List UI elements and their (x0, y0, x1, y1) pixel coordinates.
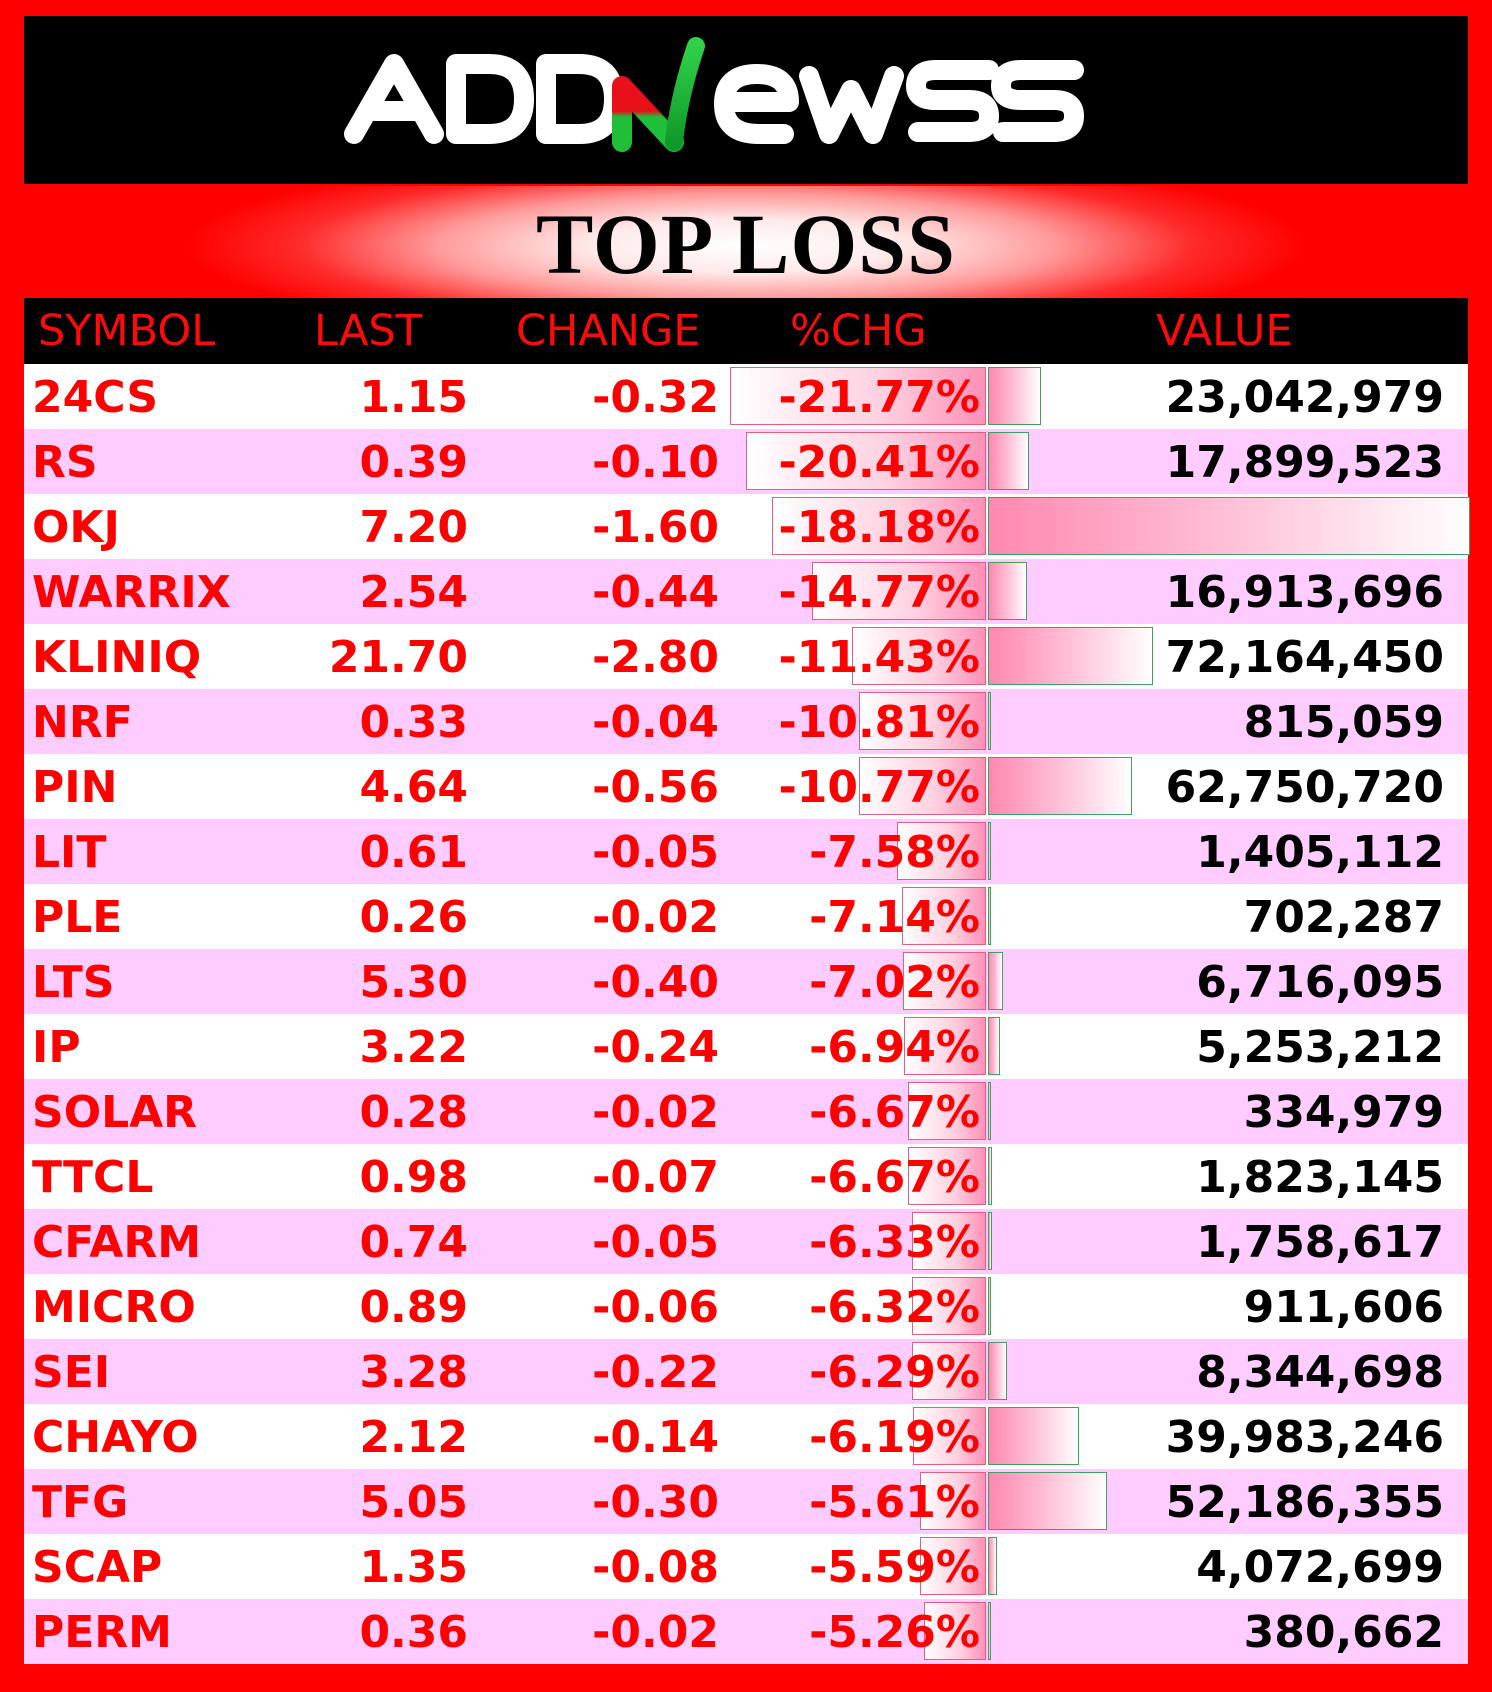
table-row (24, 819, 1468, 884)
value-bar (988, 1472, 1107, 1530)
symbol-cell: TTCL (32, 1152, 154, 1203)
page-title: TOP LOSS (536, 196, 956, 292)
pct-cell: -7.14% (809, 892, 980, 943)
top-loss-table (24, 298, 1468, 1664)
value-bar (988, 692, 991, 750)
symbol-cell: NRF (32, 697, 133, 748)
symbol-cell: PERM (32, 1607, 172, 1658)
symbol-cell: LIT (32, 827, 107, 878)
addnewss-logo (24, 16, 1468, 184)
value-cell: 6,716,095 (1196, 957, 1444, 1008)
change-cell: -0.02 (592, 892, 719, 943)
table-row (24, 1274, 1468, 1339)
change-cell: -0.02 (592, 1087, 719, 1138)
table-row (24, 884, 1468, 949)
last-cell: 5.30 (359, 957, 468, 1008)
last-cell: 21.70 (328, 632, 468, 683)
table-row (24, 1534, 1468, 1599)
last-cell: 0.33 (359, 697, 468, 748)
change-cell: -0.05 (592, 827, 719, 878)
value-cell: 8,344,698 (1196, 1347, 1444, 1398)
title-band (0, 186, 1492, 298)
value-bar (988, 1277, 991, 1335)
value-cell: 1,823,145 (1196, 1152, 1444, 1203)
last-cell: 2.12 (359, 1412, 468, 1463)
table-row (24, 1469, 1468, 1534)
table-body (24, 364, 1468, 1664)
table-row (24, 1339, 1468, 1404)
value-bar (988, 1342, 1007, 1400)
symbol-cell: WARRIX (32, 567, 231, 618)
value-cell: 815,059 (1243, 697, 1444, 748)
change-cell: -0.56 (592, 762, 719, 813)
last-cell: 0.74 (359, 1217, 468, 1268)
table-row (24, 1014, 1468, 1079)
pct-cell: -14.77% (778, 567, 980, 618)
pct-cell: -7.58% (809, 827, 980, 878)
value-cell: 39,983,246 (1165, 1412, 1444, 1463)
last-cell: 0.39 (359, 437, 468, 488)
header-value: VALUE (1156, 306, 1293, 356)
last-cell: 3.28 (359, 1347, 468, 1398)
last-cell: 1.15 (359, 372, 468, 423)
symbol-cell: PLE (32, 892, 123, 943)
last-cell: 3.22 (359, 1022, 468, 1073)
table-row (24, 559, 1468, 624)
value-bar (988, 1602, 991, 1660)
table-row (24, 1404, 1468, 1469)
symbol-cell: SOLAR (32, 1087, 198, 1138)
last-cell: 0.26 (359, 892, 468, 943)
value-cell: 1,758,617 (1196, 1217, 1444, 1268)
symbol-cell: KLINIQ (32, 632, 202, 683)
change-cell: -0.08 (592, 1542, 719, 1593)
pct-cell: -5.61% (809, 1477, 980, 1528)
last-cell: 1.35 (359, 1542, 468, 1593)
last-cell: 7.20 (359, 502, 468, 553)
table-row (24, 364, 1468, 429)
symbol-cell: CFARM (32, 1217, 202, 1268)
table-row (24, 1599, 1468, 1664)
value-bar (988, 497, 1470, 555)
pct-cell: -6.67% (809, 1152, 980, 1203)
pct-cell: -10.77% (778, 762, 980, 813)
table-row (24, 429, 1468, 494)
pct-cell: -20.41% (778, 437, 980, 488)
value-cell: 1,405,112 (1196, 827, 1444, 878)
value-cell: 380,662 (1243, 1607, 1444, 1658)
table-row (24, 1079, 1468, 1144)
pct-cell: -18.18% (778, 502, 980, 553)
change-cell: -0.14 (592, 1412, 719, 1463)
value-cell: 334,979 (1243, 1087, 1444, 1138)
last-cell: 0.28 (359, 1087, 468, 1138)
value-cell: 52,186,355 (1165, 1477, 1444, 1528)
value-bar (988, 562, 1027, 620)
value-bar (988, 1407, 1079, 1465)
change-cell: -2.80 (592, 632, 719, 683)
table-header (24, 298, 1468, 364)
change-cell: -0.30 (592, 1477, 719, 1528)
change-cell: -0.02 (592, 1607, 719, 1658)
value-cell: 17,899,523 (1165, 437, 1444, 488)
pct-cell: -6.33% (809, 1217, 980, 1268)
value-cell: 5,253,212 (1196, 1022, 1444, 1073)
value-cell: 23,042,979 (1165, 372, 1444, 423)
last-cell: 2.54 (359, 567, 468, 618)
table-row (24, 754, 1468, 819)
value-bar (988, 367, 1041, 425)
pct-cell: -5.59% (809, 1542, 980, 1593)
pct-cell: -6.32% (809, 1282, 980, 1333)
symbol-cell: TFG (32, 1477, 129, 1528)
value-bar (988, 1017, 1000, 1075)
table-row (24, 949, 1468, 1014)
pct-cell: -7.02% (809, 957, 980, 1008)
table-row (24, 624, 1468, 689)
value-cell: 16,913,696 (1165, 567, 1444, 618)
last-cell: 5.05 (359, 1477, 468, 1528)
value-bar (988, 1212, 992, 1270)
table-row (24, 1144, 1468, 1209)
change-cell: -0.06 (592, 1282, 719, 1333)
symbol-cell: LTS (32, 957, 115, 1008)
pct-cell: -6.94% (809, 1022, 980, 1073)
value-cell: 911,606 (1243, 1282, 1444, 1333)
symbol-cell: IP (32, 1022, 81, 1073)
change-cell: -0.24 (592, 1022, 719, 1073)
pct-cell: -21.77% (778, 372, 980, 423)
last-cell: 0.89 (359, 1282, 468, 1333)
pct-cell: -6.67% (809, 1087, 980, 1138)
last-cell: 0.61 (359, 827, 468, 878)
symbol-cell: OKJ (32, 502, 120, 553)
change-cell: -0.22 (592, 1347, 719, 1398)
value-bar (988, 1082, 991, 1140)
value-cell: 72,164,450 (1165, 632, 1444, 683)
last-cell: 0.98 (359, 1152, 468, 1203)
symbol-cell: SCAP (32, 1542, 163, 1593)
header-last: LAST (314, 306, 422, 356)
value-bar (988, 952, 1003, 1010)
value-bar (988, 822, 991, 880)
pct-cell: -5.26% (809, 1607, 980, 1658)
table-row (24, 1209, 1468, 1274)
value-cell: 4,072,699 (1196, 1542, 1444, 1593)
change-cell: -0.32 (592, 372, 719, 423)
pct-cell: -10.81% (778, 697, 980, 748)
symbol-cell: CHAYO (32, 1412, 199, 1463)
change-cell: -0.10 (592, 437, 719, 488)
pct-cell: -6.19% (809, 1412, 980, 1463)
symbol-cell: SEI (32, 1347, 111, 1398)
value-bar (988, 1147, 992, 1205)
value-cell: 62,750,720 (1165, 762, 1444, 813)
value-bar (988, 1537, 997, 1595)
change-cell: -0.44 (592, 567, 719, 618)
header-change: CHANGE (516, 306, 701, 356)
change-cell: -0.07 (592, 1152, 719, 1203)
change-cell: -1.60 (592, 502, 719, 553)
symbol-cell: PIN (32, 762, 118, 813)
value-bar (988, 887, 991, 945)
symbol-cell: MICRO (32, 1282, 196, 1333)
change-cell: -0.40 (592, 957, 719, 1008)
change-cell: -0.05 (592, 1217, 719, 1268)
header-pct: %CHG (790, 306, 927, 356)
table-row (24, 494, 1468, 559)
value-bar (988, 627, 1153, 685)
pct-cell: -6.29% (809, 1347, 980, 1398)
logo-bar (24, 16, 1468, 184)
table-row (24, 689, 1468, 754)
value-bar (988, 432, 1029, 490)
last-cell: 4.64 (359, 762, 468, 813)
pct-cell: -11.43% (778, 632, 980, 683)
symbol-cell: 24CS (32, 372, 159, 423)
value-bar (988, 757, 1132, 815)
change-cell: -0.04 (592, 697, 719, 748)
header-symbol: SYMBOL (38, 306, 216, 356)
symbol-cell: RS (32, 437, 98, 488)
value-cell: 702,287 (1243, 892, 1444, 943)
last-cell: 0.36 (359, 1607, 468, 1658)
